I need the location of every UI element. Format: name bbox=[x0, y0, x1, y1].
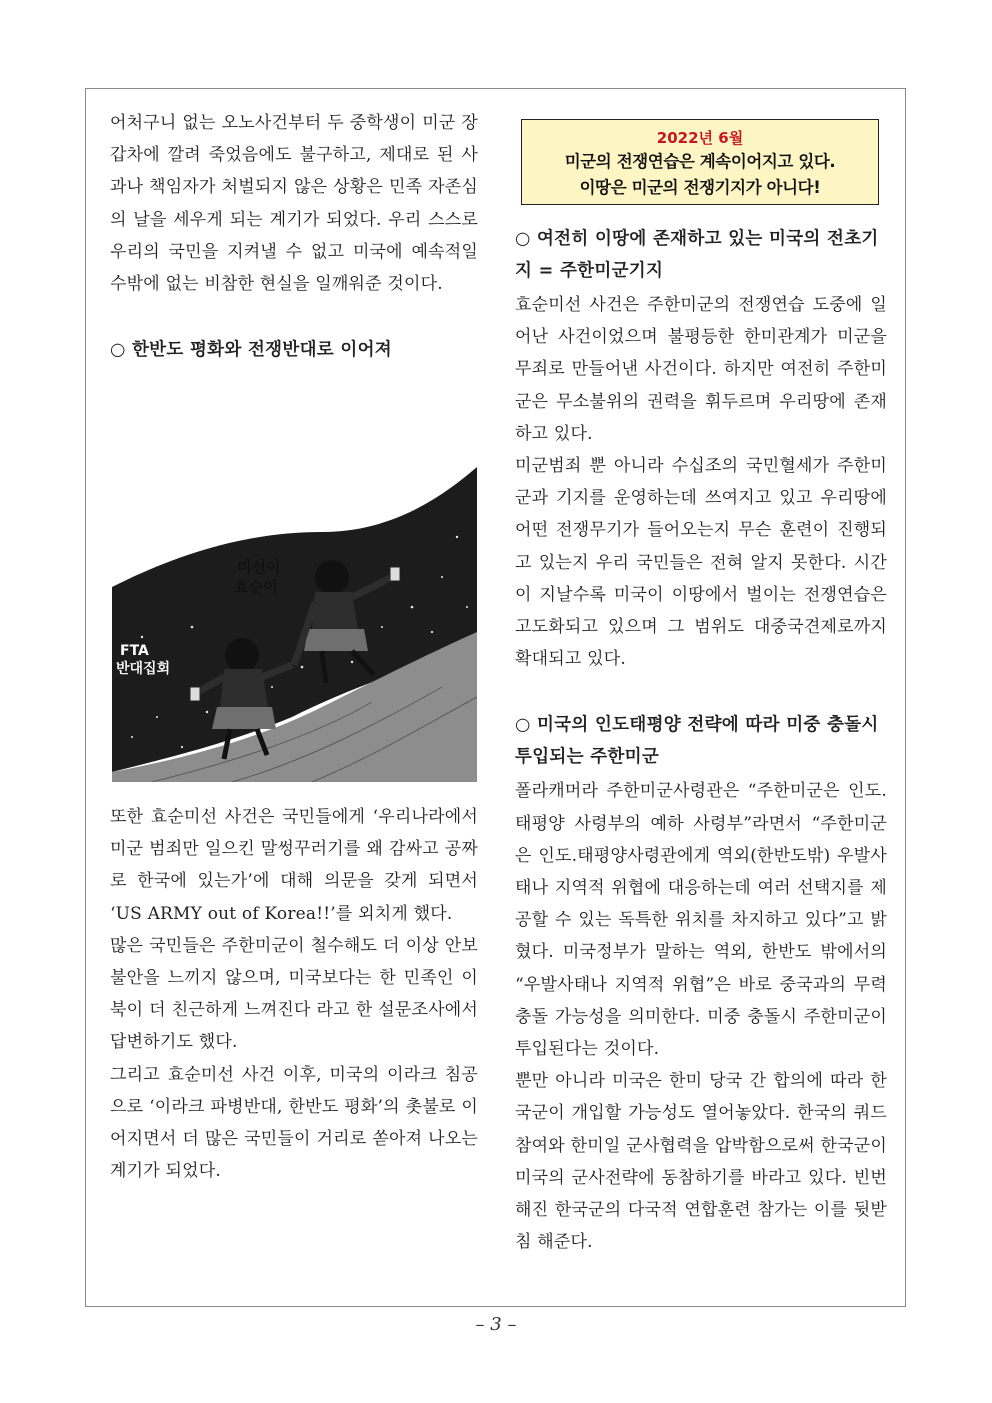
page-number: – 3 – bbox=[475, 1314, 517, 1335]
paragraph-korean-forces: 뿐만 아니라 미국은 한미 당국 간 합의에 따라 한국군이 개입할 가능성도 열어놓았다. 한국의 쿼드 참여와 한미일 군사협력을 압박함으로써 한국군이 미국의 군사전략에 동참하기를 바라고 있다. 빈번해진 한국군의 다국적 연합훈련 참가는 이를 뒷받침 해준다. bbox=[515, 1071, 887, 1253]
paragraph-tax: 미군범죄 뿐 아니라 수십조의 국민혈세가 주한미군과 기지를 운영하는데 쓰여지고 있고 우리땅에 어떤 전쟁무기가 들어오는지 무슨 훈련이 진행되고 있는지 우리 국민들은 전혀 알지 못한다. 시간이 지날수록 미국이 이땅에서 벌이는 전쟁연습은 고도화되고 있으며 그 범위도 대중국견제로까지 확대되고 있다. bbox=[515, 456, 887, 670]
section-heading-outpost: ○ 여전히 이땅에 존재하고 있는 미국의 전초기지 = 주한미군기지 bbox=[515, 229, 879, 281]
cartoon-label-misun: 미선이 bbox=[237, 558, 281, 576]
paragraph-incident: 효순미선 사건은 주한미군의 전쟁연습 도중에 일어난 사건이었으며 불평등한 한미관계가 미군을 무죄로 만들어낸 사건이다. 하지만 여전히 주한미군은 무소불위의 권력을 휘두르며 우리땅에 존재하고 있다. bbox=[515, 295, 887, 444]
callout-date: 2022년 6월 bbox=[656, 129, 744, 147]
cartoon-label-fta: FTA bbox=[120, 643, 149, 659]
page-frame bbox=[85, 88, 906, 1307]
intro-paragraph: 어처구니 없는 오노사건부터 두 중학생이 미군 장갑차에 깔려 죽었음에도 불구하고, 제대로 된 사과나 책임자가 처벌되지 않은 상황은 민족 자존심의 날을 세우게 되는 계기가 되었다. 우리 스스로 우리의 국민을 지켜낼 수 없고 미국에 예속적일 수밖에 없는 비참한 현실을 일깨워준 것이다. bbox=[110, 113, 478, 295]
left-column-lower bbox=[110, 801, 478, 1187]
left-column bbox=[110, 89, 478, 366]
paragraph-candlelight: 그리고 효순미선 사건 이후, 미국의 이라크 침공으로 ‘이라크 파병반대, 한반도 평화’의 촛불로 이어지면서 더 많은 국민들이 거리로 쏟아져 나오는 계기가 되었다. bbox=[110, 1064, 478, 1182]
callout-line-2: 이땅은 미군의 전쟁기지가 아니다! bbox=[579, 178, 821, 197]
section-heading-peace: ○ 한반도 평화와 전쟁반대로 이어져 bbox=[110, 340, 393, 361]
paragraph-survey: 많은 국민들은 주한미군이 철수해도 더 이상 안보 불안을 느끼지 않으며, 미국보다는 한 민족인 이북이 더 친근하게 느껴진다 라고 한 설문조사에서 답변하기도 했다. bbox=[110, 935, 478, 1053]
paragraph-us-army-out: 또한 효순미선 사건은 국민들에게 ‘우리나라에서 미군 범죄만 일으킨 말썽꾸러기를 왜 감싸고 공짜로 한국에 있는가’에 대해 의문을 갖게 되면서 ‘US ARMY out of Korea!!’를 외치게 했다. bbox=[110, 807, 478, 924]
cartoon-label-rally: 반대집회 bbox=[116, 661, 171, 677]
cartoon-label-hyosun: 효순이 bbox=[234, 578, 278, 596]
section-heading-indo-pacific: ○ 미국의 인도태평양 전략에 따라 미중 충돌시 투입되는 주한미군 bbox=[515, 715, 879, 768]
callout-line-1: 미군의 전쟁연습은 계속이어지고 있다. bbox=[564, 152, 836, 171]
callout-box bbox=[521, 119, 879, 205]
cartoon-illustration bbox=[112, 437, 477, 782]
paragraph-commander: 폴라캐머라 주한미군사령관은 “주한미군은 인도.태평양 사령부의 예하 사령부”라면서 “주한미군은 인도.태평양사령관에게 역외(한반도밖) 우발사태나 지역적 위협에 대응하는데 여러 선택지를 제공할 수 있는 독특한 위치를 차지하고 있다”고 밝혔다. 미국정부가 말하는 역외, 한반도 밖에서의 “우발사태나 지역적 위협”은 바로 중국과의 무력충돌 가능성을 의미한다. 미중 충돌시 주한미군이 투입된다는 것이다. bbox=[515, 781, 887, 1060]
